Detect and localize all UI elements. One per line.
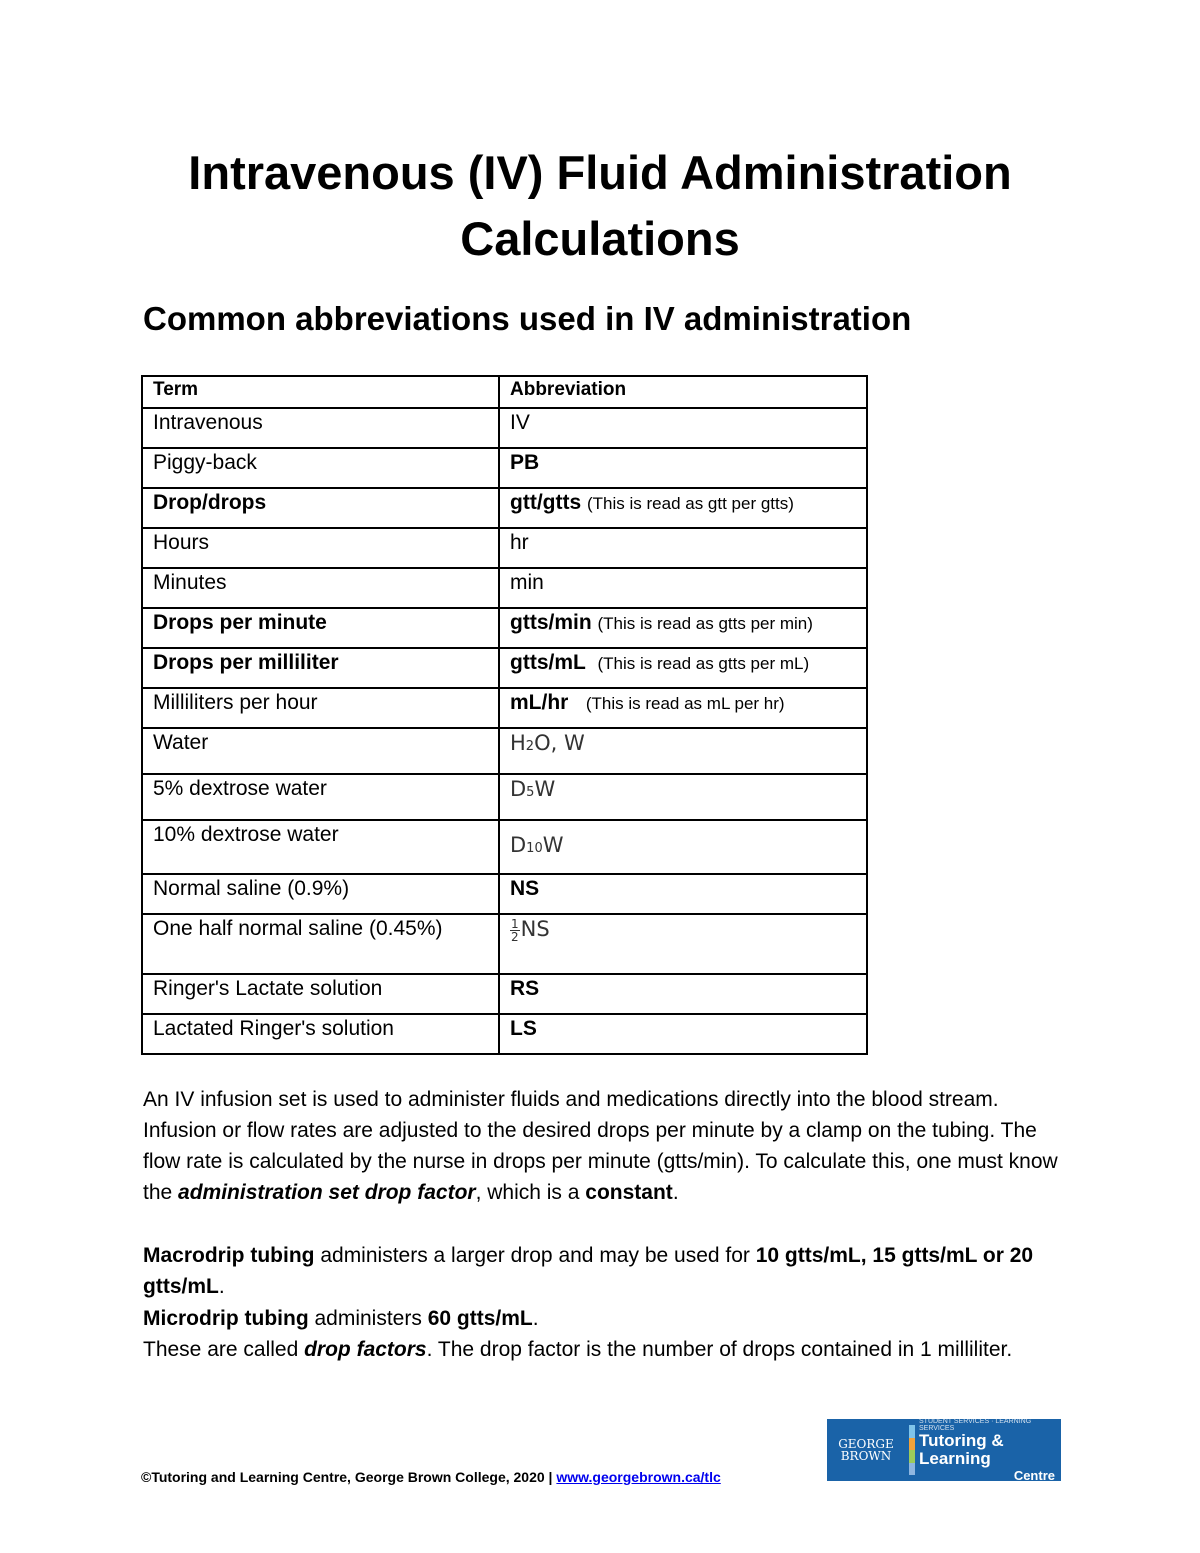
abbr-value: mL/hr — [510, 691, 569, 714]
term-cell: One half normal saline (0.45%) — [142, 914, 499, 974]
table-row — [142, 914, 867, 974]
abbr-cell: NS — [499, 874, 867, 914]
term-cell: Intravenous — [142, 408, 499, 448]
title-line-2: Calculations — [460, 212, 740, 265]
term-cell: Normal saline (0.9%) — [142, 874, 499, 914]
table-row — [142, 488, 867, 528]
paragraph-drop-factors: These are called drop factors. The drop factor is the number of drops contained in 1 milliliter. — [143, 1338, 1013, 1361]
term-cell: Minutes — [142, 568, 499, 608]
term-cell: Hours — [142, 528, 499, 568]
abbr-cell: min — [499, 568, 867, 608]
george-brown-wordmark: GEORGE BROWN — [838, 1437, 894, 1463]
footer-link[interactable]: www.georgebrown.ca/tlc — [556, 1469, 721, 1485]
term-cell: Lactated Ringer's solution — [142, 1014, 499, 1054]
table-row — [142, 774, 867, 820]
title-line-1: Intravenous (IV) Fluid Administration — [188, 146, 1012, 199]
abbr-note: (This is read as gtt per gtts) — [587, 494, 794, 513]
copyright-text: ©Tutoring and Learning Centre, George Brown College, 2020 | — [141, 1469, 557, 1485]
tutoring-learning-centre-wordmark: STUDENT SERVICES · LEARNING SERVICES Tutoring & Learning Centre — [919, 1417, 1055, 1483]
color-bars-icon — [909, 1425, 915, 1475]
table-row — [142, 528, 867, 568]
header-abbreviation: Abbreviation — [499, 376, 867, 408]
fraction-one-half: $\frac{1}{2}$ — [511, 916, 519, 944]
term-cell: 10% dextrose water — [142, 820, 499, 874]
term-cell: Drops per minute — [142, 608, 499, 648]
term-cell: Piggy-back — [142, 448, 499, 488]
table-row — [142, 448, 867, 488]
abbr-value: gtt/gtts — [510, 491, 582, 514]
abbr-note: (This is read as gtts per min) — [597, 614, 813, 633]
abbr-value: gtts/mL — [510, 651, 586, 674]
paragraph-microdrip: Microdrip tubing administers 60 gtts/mL. — [143, 1307, 539, 1330]
table-row — [142, 608, 867, 648]
abbr-cell: $\frac{1}{2}NS$ — [499, 914, 867, 974]
table-header-row — [142, 376, 867, 408]
abbr-cell: LS — [499, 1014, 867, 1054]
footer — [141, 1469, 721, 1485]
abbr-note: (This is read as mL per hr) — [585, 694, 785, 713]
abbr-cell — [499, 688, 867, 728]
term-cell: Drop/drops — [142, 488, 499, 528]
abbr-cell: IV — [499, 408, 867, 448]
paragraph-macrodrip: Macrodrip tubing administers a larger drop and may be used for 10 gtts/mL, 15 gtts/mL or 20 gtts/mL. — [143, 1244, 1034, 1298]
table-row — [142, 1014, 867, 1054]
abbr-note: (This is read as gtts per mL) — [597, 654, 810, 673]
term-cell: Water — [142, 728, 499, 774]
abbreviations-table — [141, 375, 868, 1055]
abbr-cell: D5W — [499, 774, 867, 820]
table-row — [142, 568, 867, 608]
abbr-cell — [499, 648, 867, 688]
table-row — [142, 648, 867, 688]
abbr-cell: PB — [499, 448, 867, 488]
abbr-cell: H2O, W — [499, 728, 867, 774]
abbr-cell: D10W — [499, 820, 867, 874]
table-row — [142, 874, 867, 914]
table-row — [142, 408, 867, 448]
table-row — [142, 728, 867, 774]
term-cell: 5% dextrose water — [142, 774, 499, 820]
george-brown-logo — [827, 1419, 1061, 1481]
abbr-value: gtts/min — [510, 611, 592, 634]
abbr-cell: hr — [499, 528, 867, 568]
term-cell: Drops per milliliter — [142, 648, 499, 688]
abbr-cell — [499, 608, 867, 648]
table-row — [142, 974, 867, 1014]
section-heading: Common abbreviations used in IV administration — [143, 300, 912, 337]
header-term: Term — [142, 376, 499, 408]
abbr-cell — [499, 488, 867, 528]
document-title — [0, 140, 1200, 272]
term-cell: Milliliters per hour — [142, 688, 499, 728]
table-row — [142, 820, 867, 874]
term-cell: Ringer's Lactate solution — [142, 974, 499, 1014]
table-row — [142, 688, 867, 728]
abbr-cell: RS — [499, 974, 867, 1014]
paragraph-infusion: An IV infusion set is used to administer fluids and medications directly into the blood stream. Infusion or flow rates are adjusted to the desired drops per minute by a clamp on the tubing. The flow rate is calculated by the nurse in drops per minute (gtts/min). To calculate this, one must know the administration set drop factor, which is a constant. — [143, 1088, 1058, 1204]
